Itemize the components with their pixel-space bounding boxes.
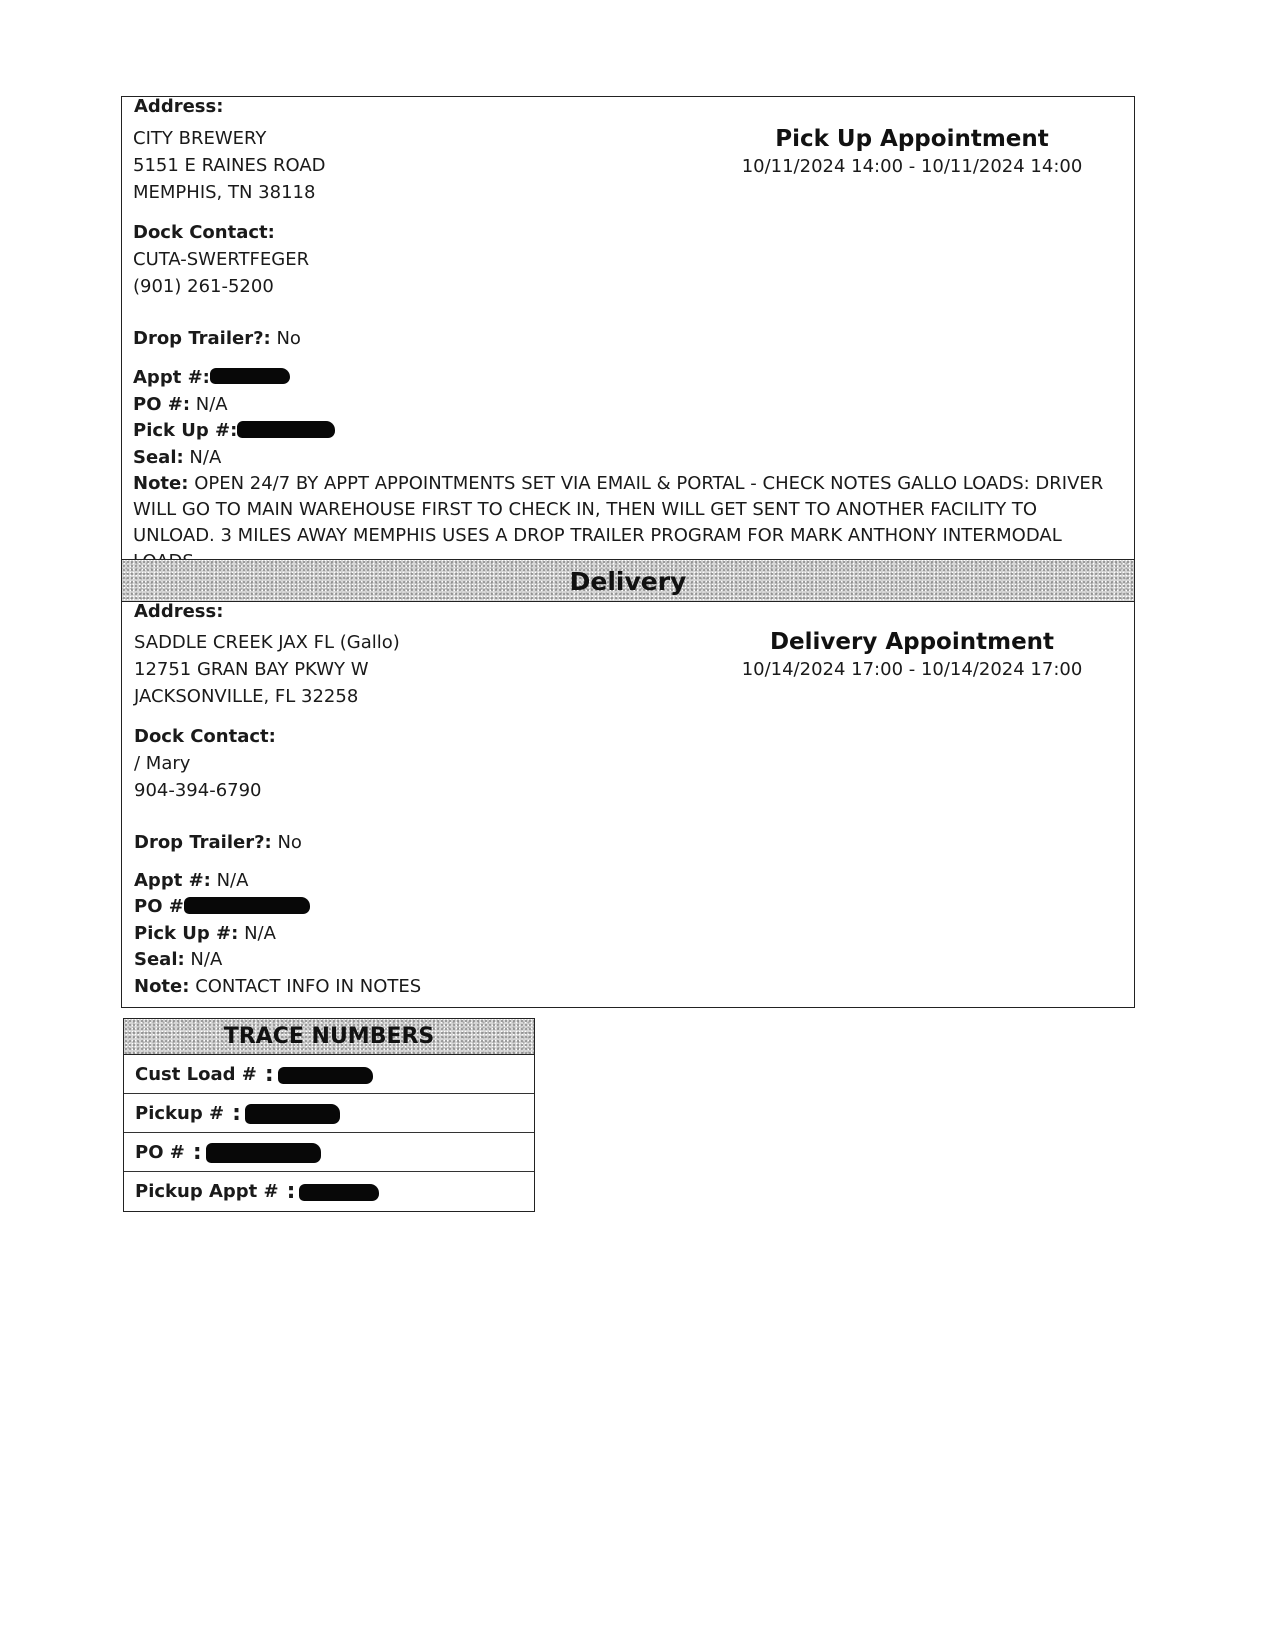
pickup-address-line-1: CITY BREWERY <box>133 128 267 149</box>
pickup-seal <box>133 445 221 471</box>
pickup-pickup-label: Pick Up #: <box>133 420 238 441</box>
pickup-pickup-number <box>133 418 335 444</box>
pickup-address-line-3: MEMPHIS, TN 38118 <box>133 182 316 203</box>
redacted-value <box>245 1104 340 1124</box>
delivery-drop-trailer <box>134 830 302 856</box>
delivery-appointment-window: 10/14/2024 17:00 - 10/14/2024 17:00 <box>741 659 1083 680</box>
delivery-note-label: Note: <box>134 976 190 997</box>
delivery-seal-value: N/A <box>190 949 223 970</box>
delivery-address-line-3: JACKSONVILLE, FL 32258 <box>134 686 359 707</box>
pickup-appointment <box>712 124 1112 180</box>
redacted-value <box>278 1067 373 1084</box>
pickup-drop-trailer-label: Drop Trailer?: <box>133 328 271 349</box>
delivery-appt-number <box>134 868 248 894</box>
delivery-po-label: PO # <box>134 896 184 917</box>
pickup-appointment-title: Pick Up Appointment <box>775 126 1049 152</box>
delivery-seal-label: Seal: <box>134 949 185 970</box>
delivery-note-text: CONTACT INFO IN NOTES <box>195 976 422 997</box>
delivery-drop-trailer-value: No <box>277 832 302 853</box>
redacted-value <box>237 421 335 438</box>
pickup-drop-trailer-value: No <box>276 328 301 349</box>
table-row <box>124 1055 534 1094</box>
delivery-dock-contact-label: Dock Contact: <box>134 726 276 747</box>
table-row <box>124 1133 534 1172</box>
trace-row-colon: : <box>192 1139 202 1165</box>
pickup-dock-contact-name: CUTA-SWERTFEGER <box>133 249 310 270</box>
delivery-appointment-title: Delivery Appointment <box>769 629 1055 655</box>
delivery-address-line-1: SADDLE CREEK JAX FL (Gallo) <box>134 632 400 653</box>
delivery-appt-value: N/A <box>216 870 249 891</box>
redacted-value <box>184 897 310 914</box>
delivery-section-title: Delivery <box>569 567 687 596</box>
delivery-dock-contact-phone: 904-394-6790 <box>134 780 262 801</box>
trace-numbers-title: TRACE NUMBERS <box>223 1024 435 1049</box>
delivery-seal <box>134 947 222 973</box>
trace-row-colon: : <box>264 1061 274 1087</box>
pickup-dock-contact-label: Dock Contact: <box>133 222 275 243</box>
trace-row-label: Pickup Appt # <box>135 1181 279 1202</box>
table-row <box>124 1094 534 1133</box>
pickup-appointment-window: 10/11/2024 14:00 - 10/11/2024 14:00 <box>741 156 1083 177</box>
pickup-address-label: Address: <box>134 96 224 117</box>
shipment-details-box <box>121 96 1135 1008</box>
delivery-pickup-label: Pick Up #: <box>134 923 239 944</box>
delivery-pickup-number <box>134 921 276 947</box>
delivery-appointment <box>712 627 1112 683</box>
pickup-po-number <box>133 392 228 418</box>
delivery-dock-contact-name: / Mary <box>134 753 191 774</box>
trace-numbers-header <box>124 1019 534 1055</box>
pickup-dock-contact-phone: (901) 261-5200 <box>133 276 274 297</box>
pickup-note-text: OPEN 24/7 BY APPT APPOINTMENTS SET VIA EMAIL & PORTAL - CHECK NOTES GALLO LOADS: DRIVER WILL GO TO MAIN WAREHOUSE FIRST TO CHECK IN, THEN WILL GET SENT TO ANOTHER FACILITY TO UNLOAD. 3 MILES AWAY MEMPHIS USES A DROP TRAILER PROGRAM FOR MARK ANTHONY INTERMODAL <box>133 473 1104 546</box>
pickup-seal-label: Seal: <box>133 447 184 468</box>
delivery-note <box>134 974 421 1000</box>
trace-numbers-table <box>123 1018 535 1212</box>
pickup-drop-trailer <box>133 326 301 352</box>
pickup-po-label: PO #: <box>133 394 191 415</box>
trace-row-colon: : <box>232 1100 241 1126</box>
delivery-drop-trailer-label: Drop Trailer?: <box>134 832 272 853</box>
redacted-value <box>210 368 290 384</box>
delivery-section <box>122 602 1134 1007</box>
redacted-value <box>206 1143 321 1163</box>
pickup-appt-label: Appt #: <box>133 367 210 388</box>
pickup-appt-number <box>133 365 290 391</box>
trace-row-label: PO # <box>135 1141 185 1163</box>
delivery-po-number <box>134 894 310 920</box>
trace-row-colon: : <box>286 1179 296 1204</box>
delivery-section-header <box>122 559 1134 602</box>
pickup-section <box>122 97 1134 559</box>
trace-row-label: Pickup # <box>135 1102 225 1124</box>
trace-row-label: Cust Load # <box>135 1063 257 1085</box>
pickup-seal-value: N/A <box>189 447 222 468</box>
delivery-pickup-value: N/A <box>244 923 276 944</box>
pickup-po-value: N/A <box>195 394 228 415</box>
delivery-appt-label: Appt #: <box>134 870 211 891</box>
table-row <box>124 1172 534 1211</box>
delivery-address-label: Address: <box>134 601 224 622</box>
pickup-address-line-2: 5151 E RAINES ROAD <box>133 155 326 176</box>
redacted-value <box>299 1184 379 1201</box>
delivery-address-line-2: 12751 GRAN BAY PKWY W <box>134 659 369 680</box>
pickup-note-label: Note: <box>133 473 189 494</box>
